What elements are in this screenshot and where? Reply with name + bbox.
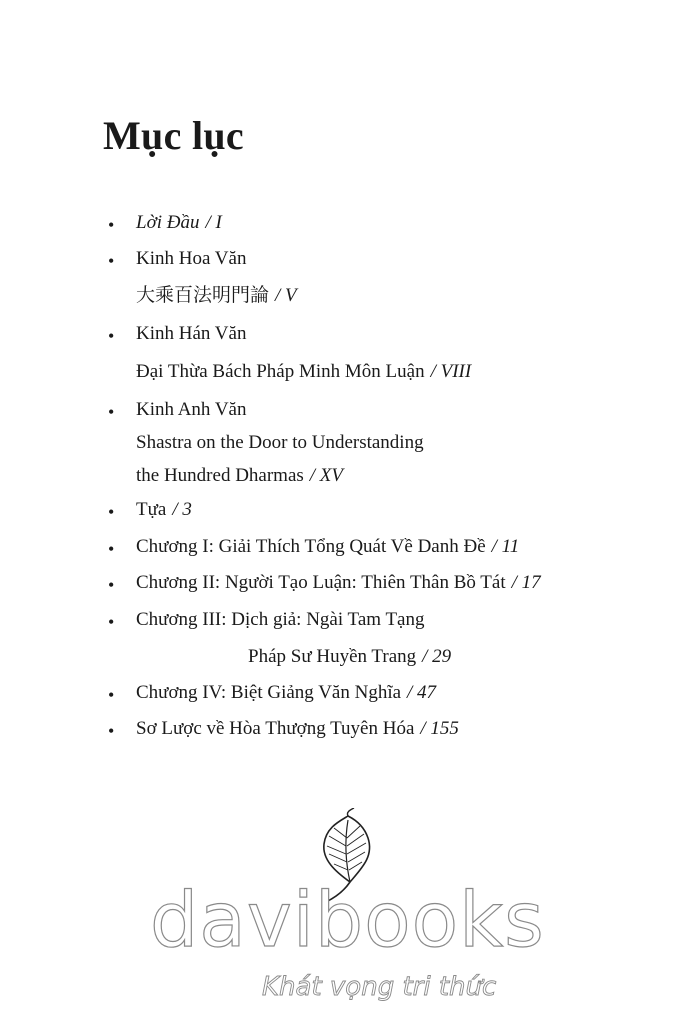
toc-item-title: 大乘百法明門論 bbox=[136, 285, 270, 306]
bullet-icon: • bbox=[108, 612, 115, 632]
toc-item-title: Kinh Hoa Văn bbox=[136, 248, 247, 269]
toc-item-title: Chương II: Người Tạo Luận: Thiên Thân Bồ Tát bbox=[136, 572, 506, 593]
bullet-icon: • bbox=[108, 575, 115, 595]
toc-subitem-dai-thua bbox=[136, 360, 471, 384]
toc-item-title: Kinh Hán Văn bbox=[136, 323, 247, 344]
toc-page-ref: / XV bbox=[309, 465, 344, 486]
toc-subitem-huyen-trang bbox=[248, 645, 451, 669]
toc-item-tua bbox=[108, 498, 192, 522]
bullet-icon: • bbox=[108, 685, 115, 705]
toc-page-ref: / 17 bbox=[511, 572, 541, 593]
toc-item-title: the Hundred Dharmas bbox=[136, 465, 304, 486]
toc-item-chuong-2 bbox=[108, 571, 541, 595]
toc-item-title: Lời Đầu bbox=[136, 212, 200, 233]
toc-page-ref: / 47 bbox=[407, 682, 437, 703]
toc-item-title: Shastra on the Door to Understanding bbox=[136, 432, 424, 453]
toc-item-kinh-hoa-van bbox=[108, 247, 247, 271]
bullet-icon: • bbox=[108, 502, 115, 522]
toc-item-chuong-1 bbox=[108, 535, 520, 559]
brand-name: davibooks bbox=[150, 875, 545, 964]
toc-item-title: Chương III: Dịch giả: Ngài Tam Tạng bbox=[136, 609, 425, 630]
toc-item-title: Sơ Lược về Hòa Thượng Tuyên Hóa bbox=[136, 718, 415, 739]
toc-page-ref: / 3 bbox=[172, 499, 192, 520]
toc-subitem-shastra-line2 bbox=[136, 464, 343, 488]
toc-item-kinh-anh-van bbox=[108, 398, 247, 422]
toc-item-title: Pháp Sư Huyền Trang bbox=[248, 646, 417, 667]
toc-page-ref: / 11 bbox=[491, 536, 520, 557]
toc-item-chuong-3 bbox=[108, 608, 425, 632]
bullet-icon: • bbox=[108, 326, 115, 346]
toc-item-title: Tựa bbox=[136, 499, 167, 520]
toc-subitem-chinese-title bbox=[136, 284, 297, 308]
toc-subitem-shastra-line1 bbox=[136, 431, 424, 455]
toc-item-title: Kinh Anh Văn bbox=[136, 399, 247, 420]
toc-page-ref: / 155 bbox=[420, 718, 459, 739]
toc-item-so-luoc bbox=[108, 717, 459, 741]
toc-item-chuong-4 bbox=[108, 681, 437, 705]
toc-item-title: Chương IV: Biệt Giảng Văn Nghĩa bbox=[136, 682, 402, 703]
page-title: Mục lục bbox=[103, 113, 244, 158]
toc-page-ref: / V bbox=[275, 285, 297, 306]
bullet-icon: • bbox=[108, 402, 115, 422]
toc-item-kinh-han-van bbox=[108, 322, 247, 346]
toc-page-ref: / 29 bbox=[422, 646, 452, 667]
bullet-icon: • bbox=[108, 251, 115, 271]
toc-page-ref: / I bbox=[205, 212, 222, 233]
bullet-icon: • bbox=[108, 539, 115, 559]
toc-item-loi-dau bbox=[108, 211, 222, 235]
bullet-icon: • bbox=[108, 215, 115, 235]
toc-item-title: Chương I: Giải Thích Tổng Quát Về Danh Đề bbox=[136, 536, 486, 557]
bullet-icon: • bbox=[108, 721, 115, 741]
brand-slogan: Khát vọng tri thức bbox=[262, 972, 497, 1002]
toc-page-ref: / VIII bbox=[430, 361, 472, 382]
toc-item-title: Đại Thừa Bách Pháp Minh Môn Luận bbox=[136, 361, 425, 382]
